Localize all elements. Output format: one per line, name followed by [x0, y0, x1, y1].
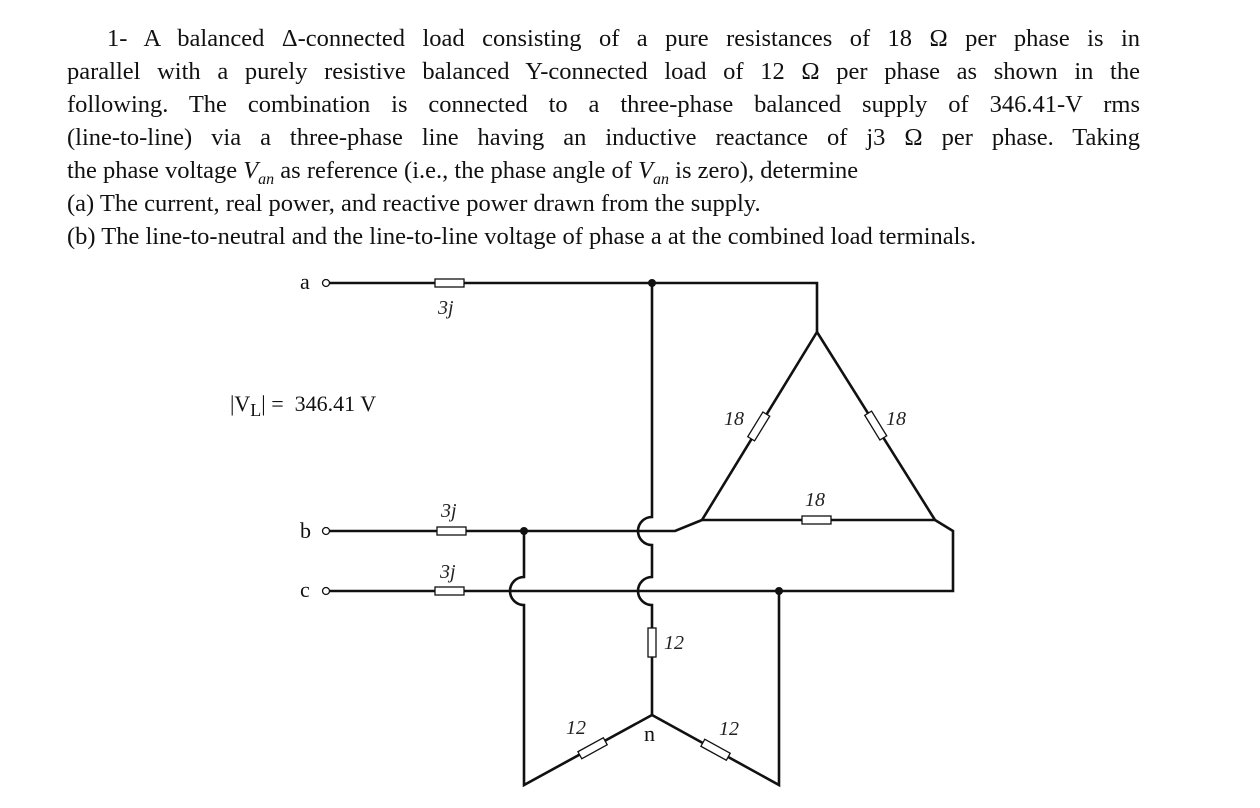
v: V [243, 157, 259, 184]
sub: an [258, 170, 275, 188]
wye-label-b: 12 [566, 717, 586, 739]
junction-dot [648, 279, 656, 287]
wye-resistor-c [701, 739, 730, 760]
part-b: (b) The line-to-neutral and the line-to-line voltage of phase a at the combined load terminals. [67, 223, 977, 250]
terminal-a-icon [323, 280, 330, 287]
wye-label-c: 12 [719, 718, 739, 740]
wye-label-a: 12 [664, 632, 684, 654]
delta-resistor-ab [748, 412, 770, 441]
problem-line-4: (line-to-line) via a three-phase line having an inductive reactance of j3 Ω per phase. Taking [67, 124, 1140, 151]
v: V [638, 157, 654, 184]
line-impedance-a [435, 279, 464, 287]
wye-resistor-a [648, 628, 656, 657]
text: is zero), determine [669, 157, 859, 184]
delta-label-bc: 18 [805, 489, 825, 511]
line-voltage-label [230, 391, 376, 420]
wire-a [329, 283, 817, 332]
impedance-label-a: 3j [438, 297, 454, 319]
line-impedance-c [435, 587, 464, 595]
terminal-a-label: a [300, 269, 310, 294]
problem-line-1: 1- A balanced Δ-connected load consisting of a pure resistances of 18 Ω per phase is in [107, 25, 1140, 52]
delta-label-ca: 18 [886, 408, 906, 430]
problem-line-3: following. The combination is connected to a three-phase balanced supply of 346.41-V rms [67, 91, 1140, 118]
wire-c-to-wye [652, 591, 779, 785]
terminal-c-label: c [300, 577, 310, 602]
sub: an [653, 170, 670, 188]
text: the phase voltage [67, 157, 244, 184]
text: as reference (i.e., the phase angle of [274, 157, 639, 184]
vl-sub: L [250, 400, 262, 420]
line-impedance-b [437, 527, 466, 535]
junction-dot [775, 587, 783, 595]
problem-line-2: parallel with a purely resistive balanced Y-connected load of 12 Ω per phase as shown in the [67, 58, 1140, 85]
delta-resistor-ca [865, 411, 887, 440]
terminal-b-label: b [300, 518, 311, 543]
wye-resistor-b [578, 738, 607, 759]
wires [329, 283, 953, 785]
part-a: (a) The current, real power, and reactive power drawn from the supply. [67, 190, 761, 217]
vl-lhs: |V [230, 391, 251, 416]
delta-label-ab: 18 [724, 408, 744, 430]
terminal-c-icon [323, 588, 330, 595]
terminal-b-icon [323, 528, 330, 535]
delta-resistor-bc [802, 516, 831, 524]
vl-rhs: | = 346.41 V [261, 391, 377, 416]
neutral-label: n [644, 721, 655, 746]
impedance-label-b: 3j [441, 500, 457, 522]
wire-b-to-wye [510, 531, 652, 785]
impedance-label-c: 3j [440, 561, 456, 583]
junction-dot [520, 527, 528, 535]
wire-b [329, 520, 702, 531]
